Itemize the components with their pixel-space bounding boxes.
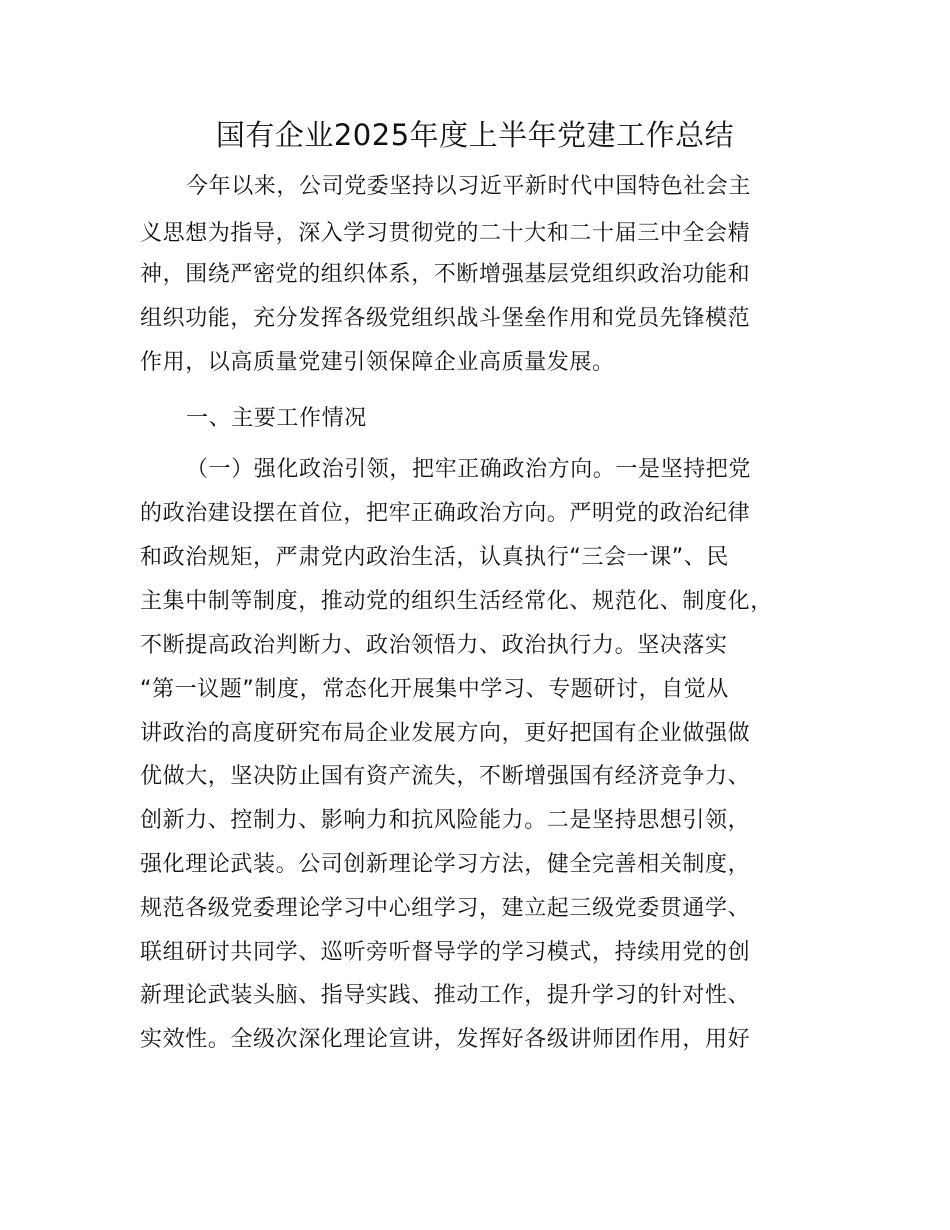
- section1-line-7: 讲政治的高度研究布局企业发展方向，更好把国有企业做强做: [140, 721, 751, 746]
- section1-line-9: 创新力、控制力、影响力和抗风险能力。二是坚持思想引领，: [140, 808, 751, 833]
- intro-line-3: 神，围绕严密党的组织体系，不断增强基层党组织政治功能和: [140, 262, 751, 287]
- section1-line-14: 实效性。全级次深化理论宣讲，发挥好各级讲师团作用，用好: [140, 1027, 751, 1052]
- intro-line-2: 义思想为指导，深入学习贯彻党的二十大和二十届三中全会精: [140, 221, 751, 246]
- document-title: 国有企业2025年度上半年党建工作总结: [215, 118, 735, 152]
- section1-line-5: 不断提高政治判断力、政治领悟力、政治执行力。坚决落实: [140, 633, 728, 658]
- intro-line-5: 作用，以高质量党建引领保障企业高质量发展。: [140, 350, 615, 375]
- section1-line-1: （一）强化政治引领，把牢正确政治方向。一是坚持把党: [186, 457, 752, 482]
- section-heading: 一、主要工作情况: [186, 406, 367, 431]
- section1-line-4: 主集中制等制度，推动党的组织生活经常化、规范化、制度化，: [140, 589, 773, 614]
- section1-line-2: 的政治建设摆在首位，把牢正确政治方向。严明党的政治纪律: [140, 501, 751, 526]
- section1-line-13: 新理论武装头脑、指导实践、推动工作，提升学习的针对性、: [140, 983, 751, 1008]
- section1-line-12: 联组研讨共同学、巡听旁听督导学的学习模式，持续用党的创: [140, 940, 751, 965]
- section1-line-8: 优做大，坚决防止国有资产流失，不断增强国有经济竞争力、: [140, 764, 751, 789]
- section1-line-3: 和政治规矩，严肃党内政治生活，认真执行“三会一课”、民: [140, 545, 729, 570]
- section1-line-11: 规范各级党委理论学习中心组学习，建立起三级党委贯通学、: [140, 896, 751, 921]
- section1-line-6: “第一议题”制度，常态化开展集中学习、专题研讨，自觉从: [140, 677, 729, 702]
- intro-line-1: 今年以来，公司党委坚持以习近平新时代中国特色社会主: [186, 174, 752, 199]
- section1-line-10: 强化理论武装。公司创新理论学习方法，健全完善相关制度，: [140, 852, 751, 877]
- intro-line-4: 组织功能，充分发挥各级党组织战斗堡垒作用和党员先锋模范: [140, 306, 751, 331]
